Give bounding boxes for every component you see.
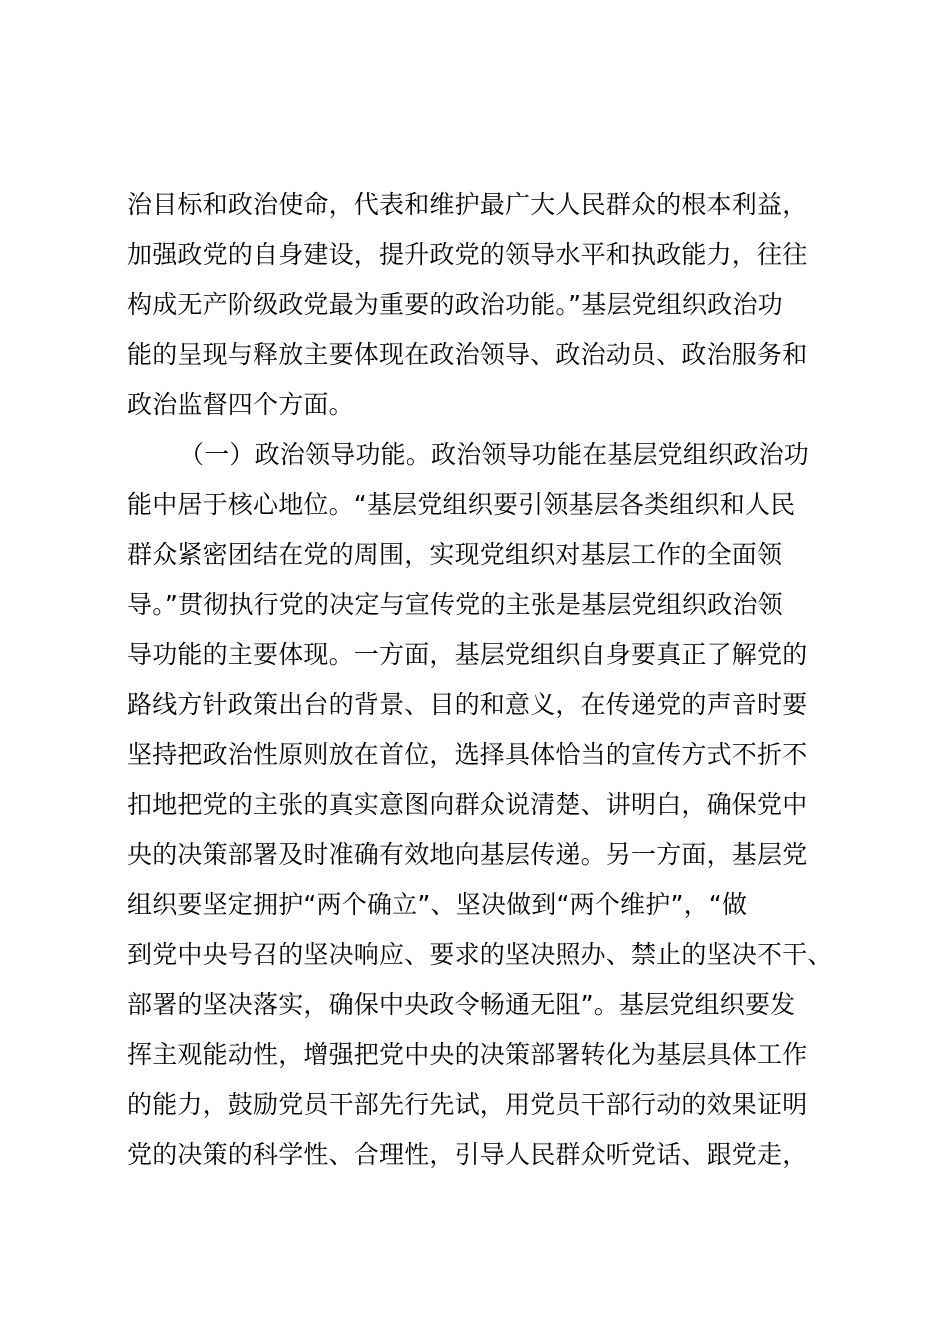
text-line: 扣地把党的主张的真实意图向群众说清楚、讲明白，确保党中 <box>127 790 808 819</box>
text-line: 加强政党的自身建设，提升政党的领导水平和执政能力，往往 <box>127 240 808 269</box>
text-line: 党的决策的科学性、合理性，引导人民群众听党话、跟党走， <box>127 1140 808 1169</box>
text-line: 的能力，鼓励党员干部先行先试，用党员干部行动的效果证明 <box>127 1090 808 1119</box>
text-line: 导。”贯彻执行党的决定与宣传党的主张是基层党组织政治领 <box>127 590 783 619</box>
text-line: 坚持把政治性原则放在首位，选择具体恰当的宣传方式不折不 <box>127 740 808 769</box>
text-line: 挥主观能动性，增强把党中央的决策部署转化为基层具体工作 <box>127 1040 808 1069</box>
text-line: 治目标和政治使命，代表和维护最广大人民群众的根本利益， <box>127 190 808 219</box>
text-line: 部署的坚决落实，确保中央政令畅通无阻”。基层党组织要发 <box>127 990 796 1019</box>
text-line: 政治监督四个方面。 <box>127 390 354 419</box>
text-line: 路线方针政策出台的背景、目的和意义，在传递党的声音时要 <box>127 690 808 719</box>
section-heading-line: （一）政治领导功能。政治领导功能在基层党组织政治功 <box>179 440 810 469</box>
text-line: 导功能的主要体现。一方面，基层党组织自身要真正了解党的 <box>127 640 808 669</box>
text-line: 到党中央号召的坚决响应、要求的坚决照办、禁止的坚决不干、 <box>127 940 833 969</box>
body-text <box>127 180 847 1180</box>
text-line: 央的决策部署及时准确有效地向基层传递。另一方面，基层党 <box>127 840 808 869</box>
text-line: 组织要坚定拥护“两个确立”、坚决做到“两个维护”，“做 <box>127 890 748 919</box>
text-line: 群众紧密团结在党的周围，实现党组织对基层工作的全面领 <box>127 540 783 569</box>
text-line: 能的呈现与释放主要体现在政治领导、政治动员、政治服务和 <box>127 340 808 369</box>
text-line: 构成无产阶级政党最为重要的政治功能。”基层党组织政治功 <box>127 290 783 319</box>
text-line: 能中居于核心地位。“基层党组织要引领基层各类组织和人民 <box>127 490 796 519</box>
